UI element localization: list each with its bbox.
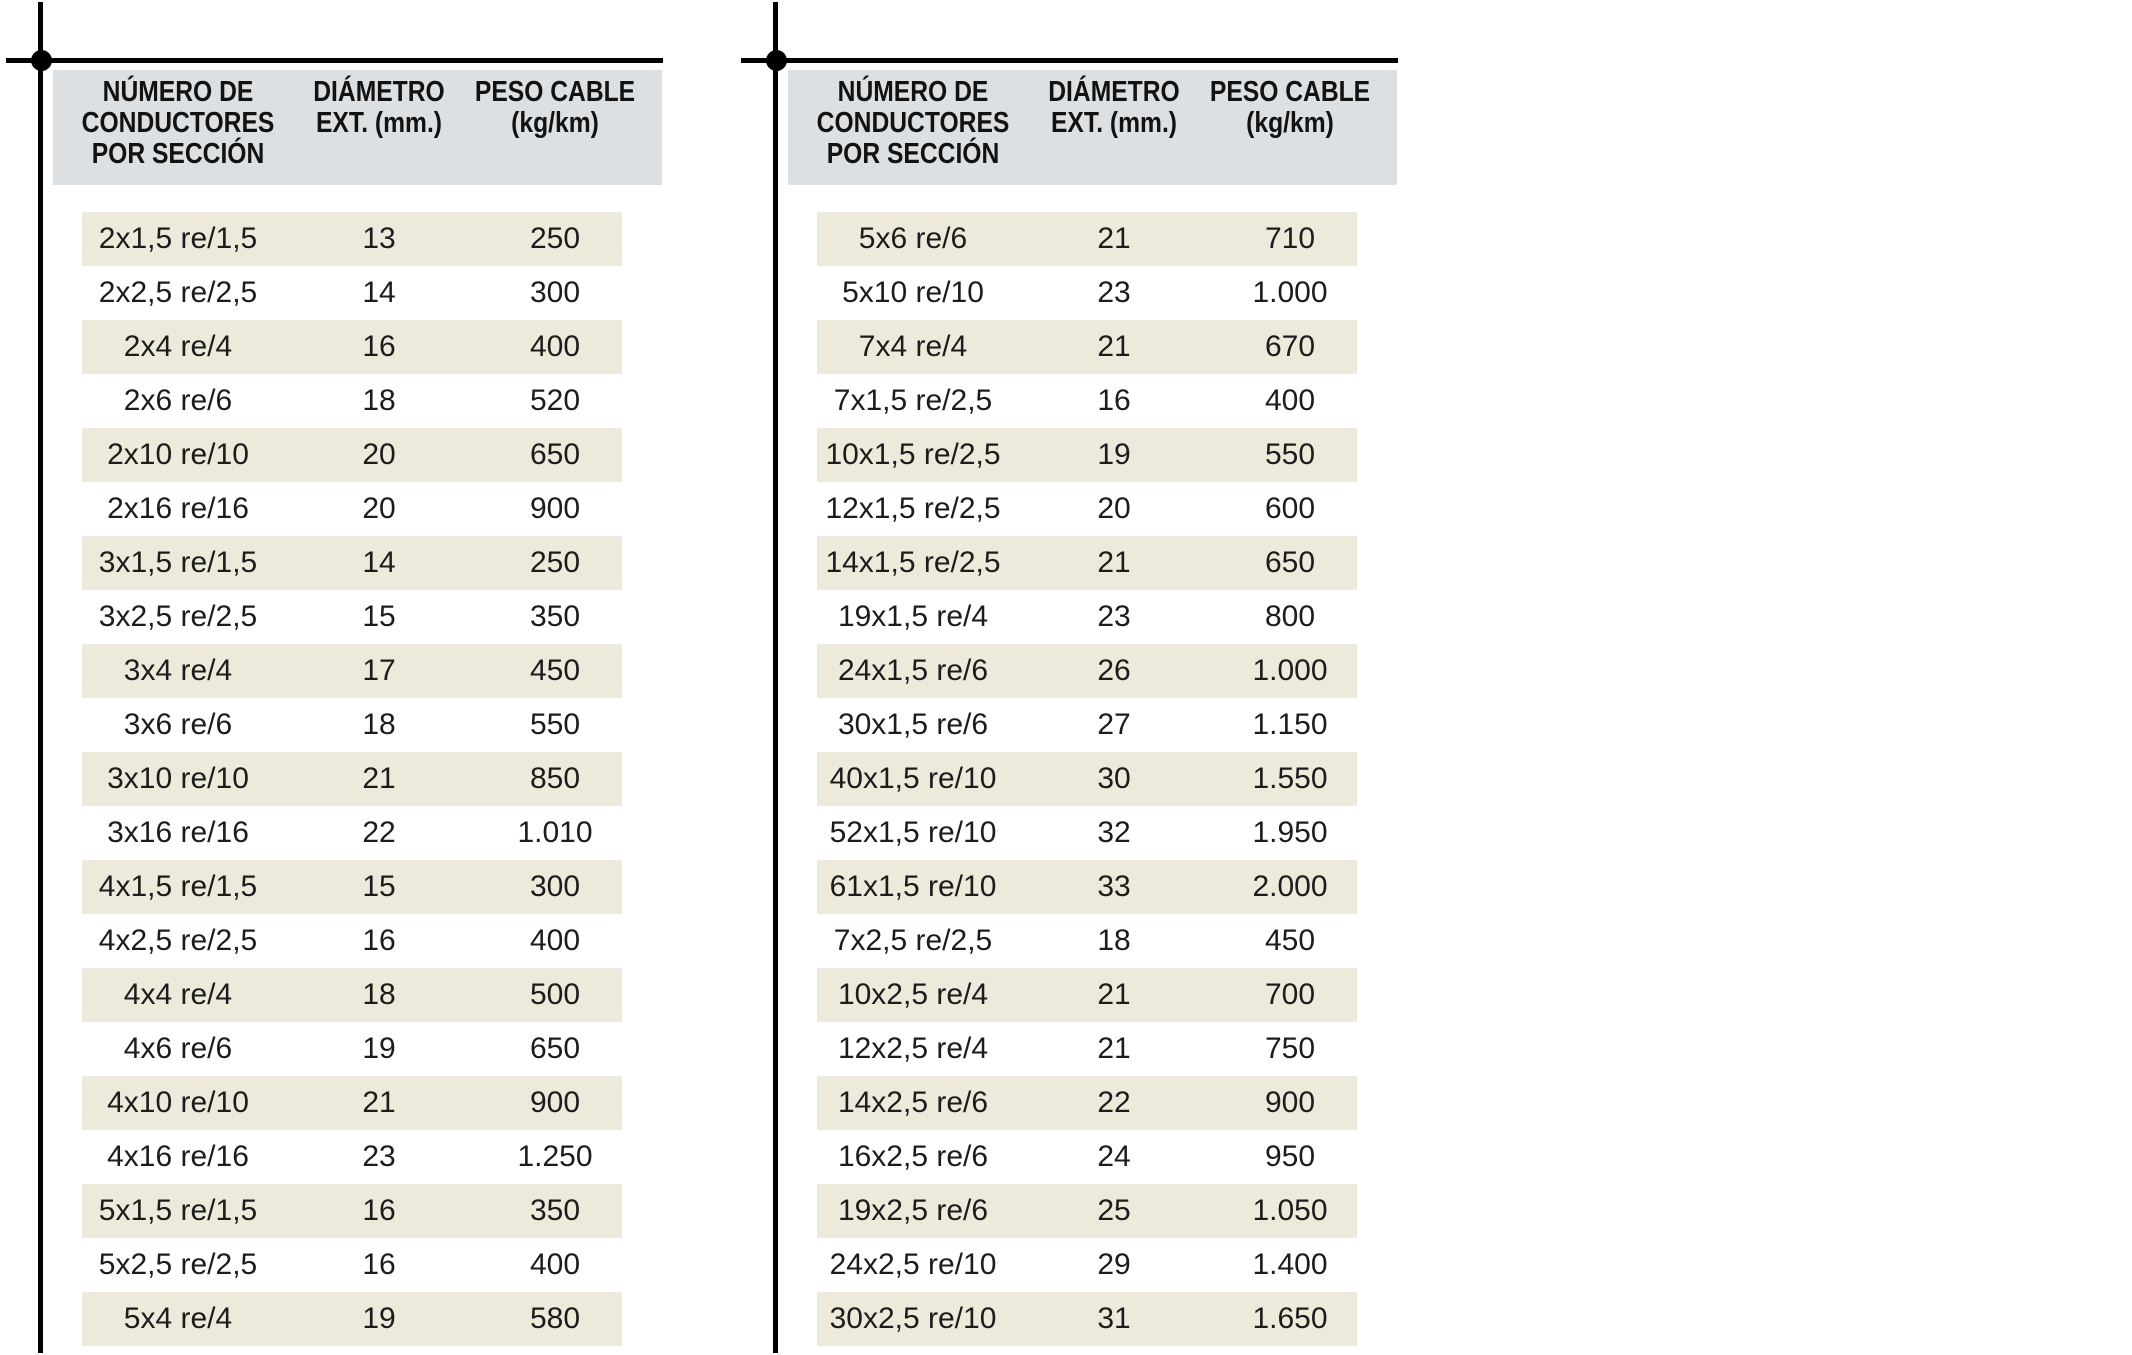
table-row [82, 1130, 622, 1184]
cell-diameter: 32 [1097, 816, 1131, 849]
header-line: DIÁMETRO [313, 76, 445, 108]
cell-weight: 250 [529, 222, 581, 255]
cell-conductors: 30x2,5 re/10 [829, 1302, 997, 1335]
cell-conductors: 14x2,5 re/6 [837, 1086, 989, 1119]
cell-weight: 1.150 [1252, 708, 1328, 741]
cell-weight: 750 [1264, 1032, 1316, 1065]
cell-diameter: 23 [1097, 276, 1131, 309]
table-header [53, 70, 662, 185]
cell-conductors: 2x1,5 re/1,5 [98, 222, 258, 255]
crop-mark-dot [766, 50, 787, 71]
cell-weight: 650 [1264, 546, 1316, 579]
cell-weight: 520 [529, 384, 581, 417]
cell-conductors: 7x2,5 re/2,5 [833, 924, 993, 957]
cell-diameter: 15 [362, 870, 396, 903]
cell-conductors: 12x1,5 re/2,5 [825, 492, 1001, 525]
header-line: PESO CABLE [1209, 76, 1371, 108]
table-row [817, 1076, 1357, 1130]
cell-weight: 850 [529, 762, 581, 795]
table-row [82, 860, 622, 914]
table-row [82, 644, 622, 698]
cell-weight: 1.000 [1252, 654, 1328, 687]
cell-weight: 400 [1264, 384, 1316, 417]
table-row [82, 1238, 622, 1292]
cell-diameter: 16 [362, 330, 396, 363]
header-line: NÚMERO DE [102, 76, 254, 108]
header-line: NÚMERO DE [837, 76, 989, 108]
crop-mark-vertical-line [38, 2, 43, 1353]
cell-diameter: 22 [1097, 1086, 1131, 1119]
cell-diameter: 33 [1097, 870, 1131, 903]
table-row [817, 320, 1357, 374]
cell-conductors: 3x1,5 re/1,5 [98, 546, 258, 579]
header-line: POR SECCIÓN [91, 138, 265, 170]
crop-mark-horizontal-line [741, 58, 1398, 63]
cell-diameter: 21 [362, 762, 396, 795]
cell-diameter: 29 [1097, 1248, 1131, 1281]
table-row [817, 536, 1357, 590]
table-row [82, 1184, 622, 1238]
table-row [817, 1022, 1357, 1076]
table-row [82, 1076, 622, 1130]
cell-diameter: 24 [1097, 1140, 1131, 1173]
header-cell-diameter [277, 77, 481, 139]
cell-weight: 700 [1264, 978, 1316, 1011]
cell-weight: 670 [1264, 330, 1316, 363]
cell-weight: 450 [529, 654, 581, 687]
cell-diameter: 18 [362, 384, 396, 417]
cell-conductors: 5x10 re/10 [842, 276, 984, 309]
cell-diameter: 21 [1097, 546, 1131, 579]
table-row [817, 212, 1357, 266]
cell-weight: 550 [1264, 438, 1316, 471]
table-row [817, 968, 1357, 1022]
header-cell-weight [453, 77, 657, 139]
cable-table-right [735, 0, 1470, 1355]
header-line: CONDUCTORES [816, 107, 1010, 139]
cell-weight: 1.550 [1252, 762, 1328, 795]
header-line: (kg/km) [1246, 107, 1334, 139]
cell-conductors: 2x2,5 re/2,5 [98, 276, 258, 309]
cell-diameter: 16 [362, 924, 396, 957]
cell-diameter: 15 [362, 600, 396, 633]
cell-conductors: 4x1,5 re/1,5 [98, 870, 258, 903]
header-line: (kg/km) [511, 107, 599, 139]
table-row [82, 212, 622, 266]
cell-conductors: 16x2,5 re/6 [837, 1140, 989, 1173]
cell-conductors: 2x10 re/10 [107, 438, 249, 471]
cell-diameter: 18 [1097, 924, 1131, 957]
table-row [817, 644, 1357, 698]
table-row [82, 1022, 622, 1076]
cell-diameter: 25 [1097, 1194, 1131, 1227]
crop-mark-horizontal-line [6, 58, 663, 63]
cell-conductors: 12x2,5 re/4 [837, 1032, 989, 1065]
cell-conductors: 4x2,5 re/2,5 [98, 924, 258, 957]
cell-conductors: 14x1,5 re/2,5 [825, 546, 1001, 579]
cable-table-left [0, 0, 735, 1355]
cell-conductors: 7x4 re/4 [858, 330, 968, 363]
cell-diameter: 21 [1097, 1032, 1131, 1065]
cell-conductors: 5x4 re/4 [123, 1302, 233, 1335]
cell-diameter: 20 [362, 492, 396, 525]
table-row [817, 752, 1357, 806]
cell-diameter: 14 [362, 276, 396, 309]
cell-conductors: 4x16 re/16 [107, 1140, 249, 1173]
cell-weight: 400 [529, 330, 581, 363]
table-row [82, 752, 622, 806]
cell-weight: 250 [529, 546, 581, 579]
cell-diameter: 21 [362, 1086, 396, 1119]
cell-conductors: 2x16 re/16 [107, 492, 249, 525]
cell-weight: 300 [529, 870, 581, 903]
table-row [82, 968, 622, 1022]
table-row [817, 806, 1357, 860]
cell-weight: 550 [529, 708, 581, 741]
cell-conductors: 61x1,5 re/10 [829, 870, 997, 903]
cell-conductors: 3x10 re/10 [107, 762, 249, 795]
cell-conductors: 2x6 re/6 [123, 384, 233, 417]
cell-diameter: 23 [1097, 600, 1131, 633]
table-row [82, 428, 622, 482]
header-line: EXT. (mm.) [315, 107, 443, 139]
table-row [82, 482, 622, 536]
cell-diameter: 18 [362, 978, 396, 1011]
cell-weight: 400 [529, 1248, 581, 1281]
header-cell-diameter [1012, 77, 1216, 139]
crop-mark-vertical-line [773, 2, 778, 1353]
cell-diameter: 16 [362, 1248, 396, 1281]
table-row [82, 536, 622, 590]
cell-diameter: 16 [362, 1194, 396, 1227]
cell-diameter: 31 [1097, 1302, 1131, 1335]
cell-conductors: 3x4 re/4 [123, 654, 233, 687]
table-row [82, 698, 622, 752]
cell-conductors: 19x2,5 re/6 [837, 1194, 989, 1227]
cell-diameter: 17 [362, 654, 396, 687]
table-row [817, 914, 1357, 968]
cell-diameter: 21 [1097, 222, 1131, 255]
table-row [817, 1238, 1357, 1292]
cell-conductors: 5x1,5 re/1,5 [98, 1194, 258, 1227]
table-row [817, 266, 1357, 320]
table-row [817, 590, 1357, 644]
table-row [817, 428, 1357, 482]
cell-weight: 1.950 [1252, 816, 1328, 849]
header-line: PESO CABLE [474, 76, 636, 108]
table-row [817, 1184, 1357, 1238]
cell-conductors: 52x1,5 re/10 [829, 816, 997, 849]
table-row [817, 1292, 1357, 1346]
cell-weight: 300 [529, 276, 581, 309]
table-body [82, 212, 622, 1346]
cell-conductors: 4x4 re/4 [123, 978, 233, 1011]
cell-weight: 650 [529, 438, 581, 471]
cell-diameter: 16 [1097, 384, 1131, 417]
cell-diameter: 27 [1097, 708, 1131, 741]
cell-weight: 350 [529, 600, 581, 633]
table-header [788, 70, 1397, 185]
cell-conductors: 19x1,5 re/4 [837, 600, 989, 633]
cell-weight: 1.050 [1252, 1194, 1328, 1227]
cell-diameter: 21 [1097, 978, 1131, 1011]
cell-diameter: 19 [362, 1032, 396, 1065]
cell-conductors: 3x6 re/6 [123, 708, 233, 741]
header-line: POR SECCIÓN [826, 138, 1000, 170]
cell-weight: 950 [1264, 1140, 1316, 1173]
table-row [817, 1130, 1357, 1184]
crop-mark-dot [31, 50, 52, 71]
cell-conductors: 30x1,5 re/6 [837, 708, 989, 741]
cell-weight: 650 [529, 1032, 581, 1065]
cell-diameter: 13 [362, 222, 396, 255]
cell-weight: 710 [1264, 222, 1316, 255]
table-body [817, 212, 1357, 1346]
table-row [817, 860, 1357, 914]
cell-diameter: 30 [1097, 762, 1131, 795]
cell-diameter: 20 [362, 438, 396, 471]
cell-diameter: 18 [362, 708, 396, 741]
cell-weight: 450 [1264, 924, 1316, 957]
header-cell-conductors [807, 77, 1020, 170]
cell-conductors: 4x10 re/10 [107, 1086, 249, 1119]
cell-weight: 1.400 [1252, 1248, 1328, 1281]
cell-conductors: 5x6 re/6 [858, 222, 968, 255]
cell-weight: 400 [529, 924, 581, 957]
cell-weight: 900 [1264, 1086, 1316, 1119]
header-line: DIÁMETRO [1048, 76, 1180, 108]
cell-diameter: 23 [362, 1140, 396, 1173]
header-cell-weight [1188, 77, 1392, 139]
cell-conductors: 4x6 re/6 [123, 1032, 233, 1065]
table-row [82, 320, 622, 374]
header-line: CONDUCTORES [81, 107, 275, 139]
cell-conductors: 3x2,5 re/2,5 [98, 600, 258, 633]
cell-diameter: 20 [1097, 492, 1131, 525]
table-row [82, 374, 622, 428]
cell-diameter: 22 [362, 816, 396, 849]
table-row [82, 590, 622, 644]
cell-weight: 350 [529, 1194, 581, 1227]
cell-weight: 1.650 [1252, 1302, 1328, 1335]
cell-conductors: 10x1,5 re/2,5 [825, 438, 1001, 471]
cell-conductors: 3x16 re/16 [107, 816, 249, 849]
table-row [82, 1292, 622, 1346]
table-row [817, 698, 1357, 752]
cell-diameter: 19 [362, 1302, 396, 1335]
header-line: EXT. (mm.) [1050, 107, 1178, 139]
header-cell-conductors [72, 77, 285, 170]
cell-weight: 2.000 [1252, 870, 1328, 903]
table-row [82, 914, 622, 968]
cell-conductors: 7x1,5 re/2,5 [833, 384, 993, 417]
cell-weight: 500 [529, 978, 581, 1011]
cell-diameter: 21 [1097, 330, 1131, 363]
cell-weight: 900 [529, 1086, 581, 1119]
cell-diameter: 26 [1097, 654, 1131, 687]
cell-weight: 900 [529, 492, 581, 525]
cell-weight: 800 [1264, 600, 1316, 633]
cell-conductors: 40x1,5 re/10 [829, 762, 997, 795]
cell-conductors: 2x4 re/4 [123, 330, 233, 363]
cell-diameter: 14 [362, 546, 396, 579]
table-row [82, 806, 622, 860]
cell-weight: 1.010 [517, 816, 593, 849]
cell-conductors: 24x1,5 re/6 [837, 654, 989, 687]
cell-weight: 1.250 [517, 1140, 593, 1173]
cell-diameter: 19 [1097, 438, 1131, 471]
table-row [82, 266, 622, 320]
cell-weight: 580 [529, 1302, 581, 1335]
cell-conductors: 24x2,5 re/10 [829, 1248, 997, 1281]
cell-weight: 1.000 [1252, 276, 1328, 309]
table-row [817, 374, 1357, 428]
cell-conductors: 10x2,5 re/4 [837, 978, 989, 1011]
table-row [817, 482, 1357, 536]
cell-weight: 600 [1264, 492, 1316, 525]
cell-conductors: 5x2,5 re/2,5 [98, 1248, 258, 1281]
